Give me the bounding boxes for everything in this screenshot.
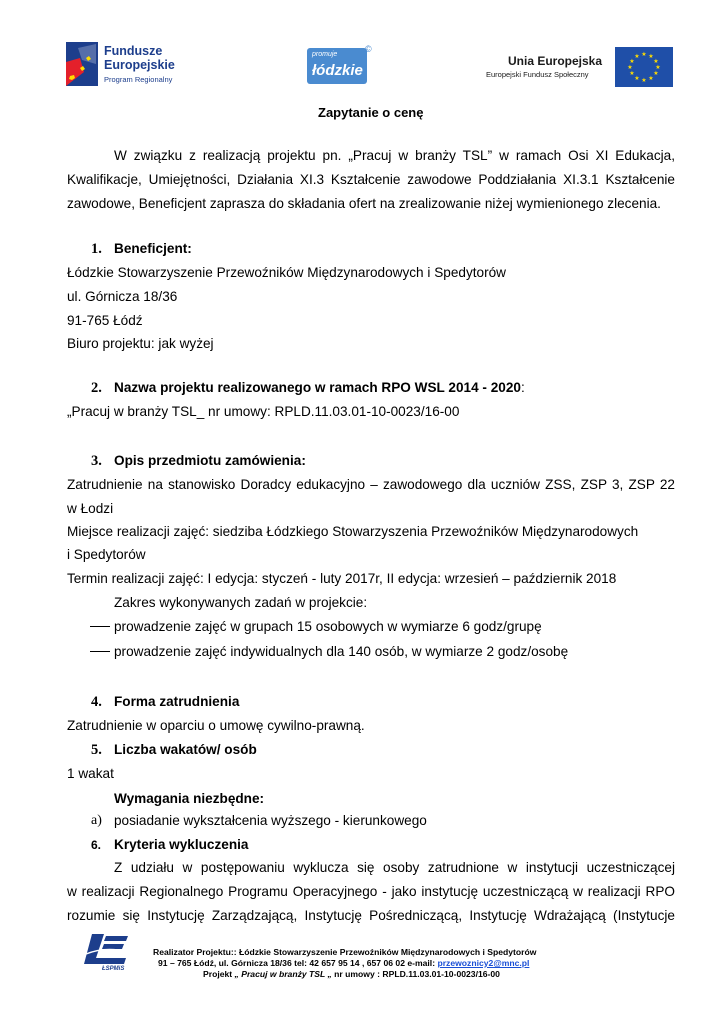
- eu-flag-icon: [615, 47, 673, 87]
- section-2-heading: Nazwa projektu realizowanego w ramach RPO WSL 2014 - 2020: [114, 380, 521, 395]
- lodzkie-big-text: łódzkie: [312, 62, 363, 79]
- order-location-line-1: Miejsce realizacji zajęć: siedziba Łódzkiego Stowarzyszenia Przewoźników Międzynarodowych: [67, 524, 639, 539]
- footer-contract: nr umowy : RPLD.11.03.01-10-0023/16-00: [331, 969, 500, 979]
- section-5-heading: Liczba wakatów/ osób: [114, 742, 257, 757]
- footer-email-link[interactable]: przewoznicy2@mnc.pl: [437, 958, 530, 968]
- svg-text:★: ★: [627, 64, 633, 71]
- section-3-heading: Opis przedmiotu zamówienia:: [114, 453, 306, 468]
- svg-text:★: ★: [653, 70, 659, 77]
- bullet-dash: [90, 626, 110, 627]
- intro-line-2: Kwalifikacje, Umiejętności, Działania XI.3 Kształcenie zawodowe Poddziałania XI.3.1 Kształcenie: [67, 172, 675, 187]
- registered-icon: ©: [365, 44, 372, 54]
- vacancy-count: 1 wakat: [67, 766, 114, 781]
- svg-text:★: ★: [634, 53, 640, 60]
- fe-flag-icon: [66, 42, 98, 86]
- section-6-heading: Kryteria wykluczenia: [114, 837, 249, 852]
- order-description-line-2: w Łodzi: [67, 501, 114, 516]
- svg-text:★: ★: [648, 75, 654, 82]
- beneficiary-city: 91-765 Łódź: [67, 313, 143, 328]
- svg-text:★: ★: [629, 70, 635, 77]
- footer-address: 91 – 765 Łódź, ul. Górnicza 18/36 tel: 42 657 95 14 , 657 06 02 e-mail:: [158, 958, 438, 968]
- order-location-line-2: i Spedytorów: [67, 547, 146, 562]
- lodzkie-small-text: promuje: [312, 51, 338, 58]
- footer-line-1: Realizator Projektu:: Łódzkie Stowarzyszenie Przewoźników Międzynarodowych i Spedytorów: [153, 947, 537, 957]
- section-1-heading: Beneficjent:: [114, 241, 192, 256]
- beneficiary-name: Łódzkie Stowarzyszenie Przewoźników Międzynarodowych i Spedytorów: [67, 265, 506, 280]
- page-title: Zapytanie o cenę: [318, 105, 424, 120]
- ue-line2: Europejski Fundusz Społeczny: [486, 70, 589, 79]
- section-3-number: 3.: [91, 453, 102, 469]
- fe-line2: Europejskie: [104, 58, 175, 72]
- project-name-line: „Pracuj w branży TSL_ nr umowy: RPLD.11.03.01-10-0023/16-00: [67, 404, 460, 419]
- beneficiary-street: ul. Górnicza 18/36: [67, 289, 178, 304]
- svg-text:★: ★: [629, 58, 635, 65]
- svg-text:★: ★: [653, 58, 659, 65]
- exclusion-line-2: w realizacji Regionalnego Programu Operacyjnego - jako instytucję uczestniczącą w realizacji RPO: [67, 884, 675, 899]
- lspmis-emblem-icon: [82, 932, 130, 966]
- employment-form-line: Zatrudnienie w oparciu o umowę cywilno-prawną.: [67, 718, 365, 733]
- fundusze-europejskie-logo: [66, 42, 196, 90]
- svg-text:★: ★: [641, 51, 647, 58]
- intro-line-1: W związku z realizacją projektu pn. „Pracuj w branży TSL” w ramach Osi XI Edukacja,: [114, 148, 675, 163]
- section-2-number: 2.: [91, 380, 102, 396]
- scope-label: Zakres wykonywanych zadań w projekcie:: [114, 595, 368, 610]
- svg-text:★: ★: [648, 53, 654, 60]
- svg-text:★: ★: [634, 75, 640, 82]
- bullet-dash: [90, 651, 110, 652]
- svg-text:★: ★: [655, 64, 661, 71]
- lspmis-logo: [80, 932, 136, 978]
- section-5-number: 5.: [91, 742, 102, 758]
- section-1-number: 1.: [91, 241, 102, 257]
- promuje-lodzkie-logo: [307, 44, 377, 86]
- section-6-number: 6.: [91, 838, 102, 852]
- intro-line-3: zawodowe, Beneficjent zaprasza do składania ofert na zrealizowanie niżej wymienionego zlecenia.: [67, 196, 661, 211]
- exclusion-line-1: Z udziału w postępowaniu wyklucza się osoby zatrudnione w instytucji uczestniczącej: [114, 860, 675, 875]
- svg-text:★: ★: [641, 77, 647, 84]
- footer-project-label: Projekt: [203, 969, 235, 979]
- fe-line3: Program Regionalny: [104, 75, 173, 84]
- exclusion-line-3: rozumie się Instytucję Zarządzającą, Instytucję Pośredniczącą, Instytucję Wdrażającą (Instytucje: [67, 908, 675, 923]
- footer-line-2: [158, 958, 529, 969]
- section-2-heading-row: [114, 380, 525, 396]
- order-dates-line: Termin realizacji zajęć: I edycja: styczeń - luty 2017r, II edycja: wrzesień – październik 2018: [67, 571, 617, 586]
- footer-line-3: [203, 969, 500, 980]
- section-4-number: 4.: [91, 694, 102, 710]
- scope-item-2: prowadzenie zajęć indywidualnych dla 140 osób, w wymiarze 2 godz/osobę: [114, 644, 569, 659]
- ue-line1: Unia Europejska: [508, 54, 603, 68]
- section-2-colon: :: [520, 380, 525, 395]
- fe-line1: Fundusze: [104, 44, 163, 58]
- unia-europejska-logo: [470, 46, 674, 90]
- scope-item-1: prowadzenie zajęć w grupach 15 osobowych w wymiarze 6 godz/grupę: [114, 619, 542, 634]
- lspmis-logo-text: ŁSPMiS: [102, 966, 125, 972]
- section-4-heading: Forma zatrudnienia: [114, 694, 240, 709]
- requirement-label: a): [91, 813, 102, 828]
- order-description-line-1: Zatrudnienie na stanowisko Doradcy edukacyjno – zawodowego dla uczniów ZSS, ZSP 3, ZSP 22: [67, 477, 675, 492]
- footer-project-name: „ Pracuj w branży TSL „: [234, 969, 332, 979]
- beneficiary-office: Biuro projektu: jak wyżej: [67, 336, 214, 351]
- requirements-heading: Wymagania niezbędne:: [114, 791, 265, 806]
- requirement-item: posiadanie wykształcenia wyższego - kierunkowego: [114, 813, 427, 828]
